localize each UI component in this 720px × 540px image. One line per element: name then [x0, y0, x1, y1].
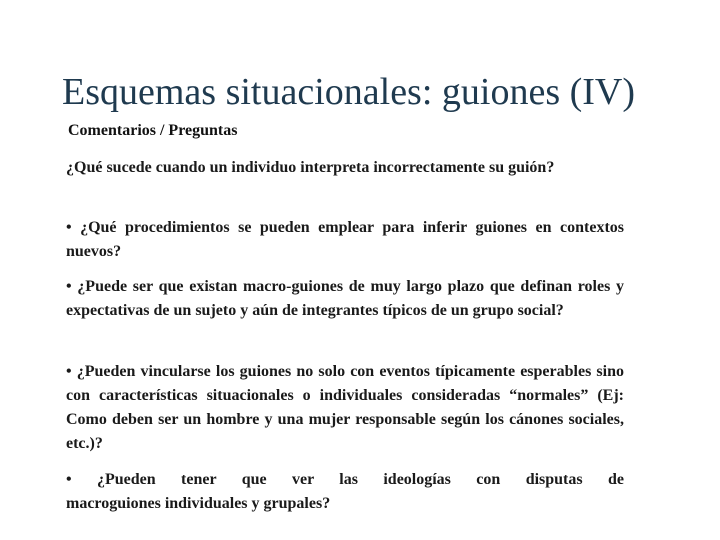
question-paragraph-continuation: macroguiones individuales y grupales?	[66, 495, 331, 512]
question-paragraph: • ¿Pueden tener que ver las ideologías con disputas de	[66, 471, 624, 488]
slide-title: Esquemas situacionales: guiones (IV)	[62, 71, 636, 113]
question-paragraph: • ¿Puede ser que existan macro-guiones de muy largo plazo que definan roles y expectativas de un sujeto y aún de integrantes típicos de un grupo social?	[66, 278, 624, 319]
question-paragraph: • ¿Qué procedimientos se pueden emplear para inferir guiones en contextos nuevos?	[66, 219, 624, 260]
question-paragraph: ¿Qué sucede cuando un individuo interpreta incorrectamente su guión?	[66, 159, 555, 176]
question-paragraph: • ¿Pueden vincularse los guiones no solo con eventos típicamente esperables sino con características situacionales o individuales consideradas “normales” (Ej: Como deben ser un hombre y una mujer responsable según los cánones sociales, etc.)?	[66, 363, 624, 452]
subheading: Comentarios / Preguntas	[68, 122, 238, 139]
